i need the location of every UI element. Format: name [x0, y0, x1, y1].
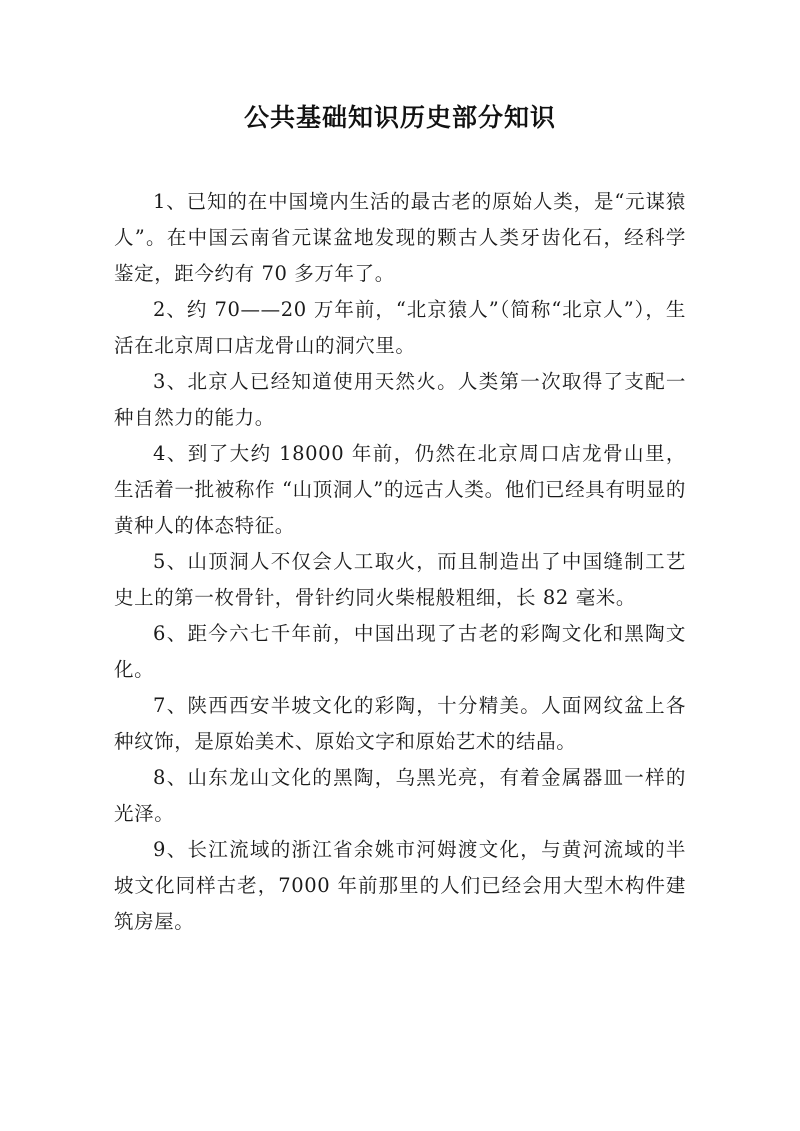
page-title: 公共基础知识历史部分知识	[243, 103, 556, 132]
paragraph-4: 4、到了大约 18000 年前，仍然在北京周口店龙骨山里，生活着一批被称作 “山顶洞人”的远古人类。他们已经具有明显的黄种人的体态特征。	[114, 442, 686, 537]
paragraph-8: 8、山东龙山文化的黑陶，乌黑光亮，有着金属器皿一样的光泽。	[114, 766, 686, 825]
paragraph-3: 3、北京人已经知道使用天然火。人类第一次取得了支配一种自然力的能力。	[114, 370, 686, 429]
paragraph-9: 9、长江流域的浙江省余姚市河姆渡文化，与黄河流域的半坡文化同样古老，7000 年前那里的人们已经会用大型木构件建筑房屋。	[114, 838, 686, 933]
paragraph-2: 2、约 70——20 万年前，“北京猿人”（简称“北京人”），生活在北京周口店龙骨山的洞穴里。	[114, 298, 686, 357]
paragraph-6: 6、距今六七千年前，中国出现了古老的彩陶文化和黑陶文化。	[114, 622, 686, 681]
paragraph-1: 1、已知的在中国境内生活的最古老的原始人类，是“元谋猿人”。在中国云南省元谋盆地发现的颗古人类牙齿化石，经科学鉴定，距今约有 70 多万年了。	[114, 190, 686, 285]
paragraph-5: 5、山顶洞人不仅会人工取火，而且制造出了中国缝制工艺史上的第一枚骨针，骨针约同火柴棍般粗细，长 82 毫米。	[114, 550, 686, 609]
document-body	[114, 184, 686, 940]
paragraph-7: 7、陕西西安半坡文化的彩陶，十分精美。人面网纹盆上各种纹饰，是原始美术、原始文字和原始艺术的结晶。	[114, 694, 686, 753]
